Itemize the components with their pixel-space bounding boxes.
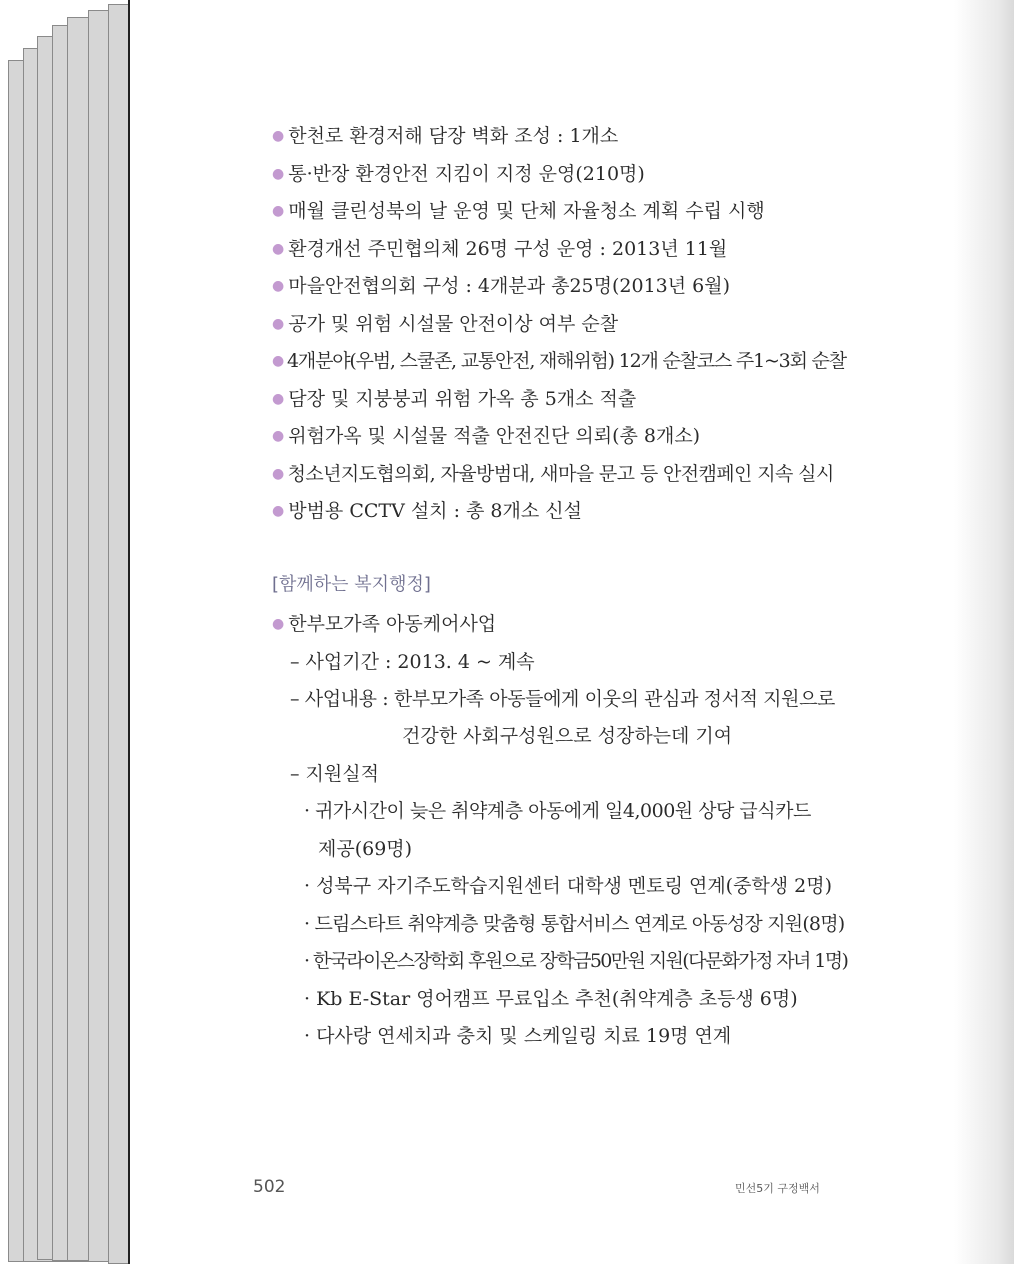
detail-content-continued: 건강한 사회구성원으로 성장하는데 기여	[402, 725, 733, 747]
page-number: 502	[253, 1177, 286, 1197]
list-item: ● 환경개선 주민협의체 26명 구성 운영 : 2013년 11월	[272, 238, 728, 260]
list-item: ● 매월 클린성북의 날 운영 및 단체 자율청소 계획 수립 시행	[272, 200, 765, 222]
result-item-continued: 제공(69명)	[318, 838, 413, 860]
result-item: · 드림스타트 취약계층 맞춤형 통합서비스 연계로 아동성장 지원(8명)	[304, 913, 845, 935]
bullet-icon: ●	[272, 466, 284, 482]
book-title: 민선5기 구정백서	[735, 1182, 820, 1195]
detail-results-label: – 지원실적	[290, 763, 379, 785]
bullet-icon: ●	[272, 316, 285, 332]
result-item: · 한국라이온스장학회 후원으로 장학금50만원 지원(다문화가정 자녀 1명)	[304, 950, 848, 972]
list-item: ● 담장 및 지붕붕괴 위험 가옥 총 5개소 적출	[272, 388, 637, 410]
bullet-icon: ●	[272, 241, 285, 257]
list-item: ● 통·반장 환경안전 지킴이 지정 운영(210명)	[272, 163, 645, 185]
section-heading: [함께하는 복지행정]	[272, 574, 431, 595]
list-item: ● 위험가옥 및 시설물 적출 안전진단 의뢰(총 8개소)	[272, 425, 701, 447]
bullet-icon: ●	[272, 391, 285, 407]
bullet-icon: ●	[272, 503, 285, 519]
bullet-icon: ●	[272, 616, 285, 632]
list-item: ● 한부모가족 아동케어사업	[272, 613, 497, 635]
list-item: ● 마을안전협의회 구성 : 4개분과 총25명(2013년 6월)	[272, 275, 731, 297]
book-page	[128, 0, 1014, 1264]
bullet-icon: ●	[272, 353, 284, 369]
result-item: · Kb E-Star 영어캠프 무료입소 추천(취약계층 초등생 6명)	[304, 988, 798, 1010]
detail-content: – 사업내용 : 한부모가족 아동들에게 이웃의 관심과 정서적 지원으로	[290, 688, 835, 710]
bullet-icon: ●	[272, 428, 285, 444]
detail-period: – 사업기간 : 2013. 4 ~ 계속	[290, 651, 535, 673]
result-item: · 다사랑 연세치과 충치 및 스케일링 치료 19명 연계	[304, 1025, 732, 1047]
bullet-icon: ●	[272, 166, 285, 182]
list-item: ● 청소년지도협의회, 자율방범대, 새마을 문고 등 안전캠페인 지속 실시	[272, 463, 834, 485]
bullet-icon: ●	[272, 203, 285, 219]
bullet-icon: ●	[272, 278, 285, 294]
list-item: ● 방범용 CCTV 설치 : 총 8개소 신설	[272, 500, 582, 522]
result-item: · 성북구 자기주도학습지원센터 대학생 멘토링 연계(중학생 2명)	[304, 875, 833, 897]
bullet-icon: ●	[272, 128, 285, 144]
list-item: ● 공가 및 위험 시설물 안전이상 여부 순찰	[272, 313, 619, 335]
list-item: ● 4개분야(우범, 스쿨존, 교통안전, 재해위험) 12개 순찰코스 주1~3회 순찰	[272, 350, 846, 372]
list-item: ● 한천로 환경저해 담장 벽화 조성 : 1개소	[272, 125, 619, 147]
page-stack-edges	[0, 0, 140, 1264]
result-item: · 귀가시간이 늦은 취약계층 아동에게 일4,000원 상당 급식카드	[304, 800, 811, 822]
